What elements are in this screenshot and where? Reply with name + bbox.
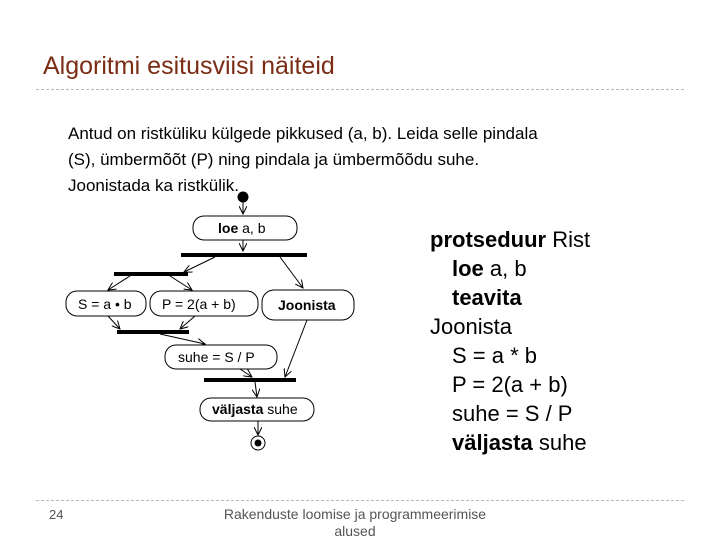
read-label: loe a, b bbox=[218, 220, 266, 236]
fork-bar bbox=[114, 272, 188, 276]
fork-bar bbox=[181, 253, 307, 257]
pseudocode-line: P = 2(a + b) bbox=[452, 372, 568, 397]
slide-title: Algoritmi esitusviisi näiteid bbox=[43, 52, 335, 80]
page-number: 24 bbox=[49, 507, 64, 522]
start-node bbox=[238, 192, 248, 202]
calc-s-label: S = a • b bbox=[78, 296, 132, 312]
ratio-label: suhe = S / P bbox=[178, 349, 255, 365]
footer-line: Rakenduste loomise ja programmeerimise bbox=[223, 506, 487, 522]
join-bar bbox=[204, 378, 296, 382]
footer-text bbox=[210, 506, 500, 540]
pseudocode-line: teavita bbox=[452, 285, 522, 310]
problem-line: Joonistada ka ristkülik. bbox=[68, 176, 240, 195]
pseudocode-block bbox=[430, 225, 590, 457]
pseudocode-line: loe a, b bbox=[452, 256, 527, 281]
pseudocode-line: suhe = S / P bbox=[452, 401, 573, 426]
problem-line: Antud on ristküliku külgede pikkused (a, b). Leida selle pindala bbox=[68, 124, 538, 143]
pseudocode-line: protseduur Rist bbox=[430, 227, 591, 252]
pseudocode-line: S = a * b bbox=[452, 343, 538, 368]
join-bar bbox=[117, 330, 189, 334]
calc-p-label: P = 2(a + b) bbox=[162, 296, 236, 312]
pseudocode-line: väljasta suhe bbox=[452, 430, 587, 455]
footer-divider bbox=[36, 500, 684, 501]
pseudocode-line: Joonista bbox=[430, 314, 512, 339]
problem-line: (S), ümbermõõt (P) ning pindala ja ümbermõõdu suhe. bbox=[68, 150, 480, 169]
draw-label: Joonista bbox=[278, 297, 336, 313]
output-label: väljasta suhe bbox=[212, 401, 298, 417]
footer-line: alused bbox=[334, 523, 376, 539]
